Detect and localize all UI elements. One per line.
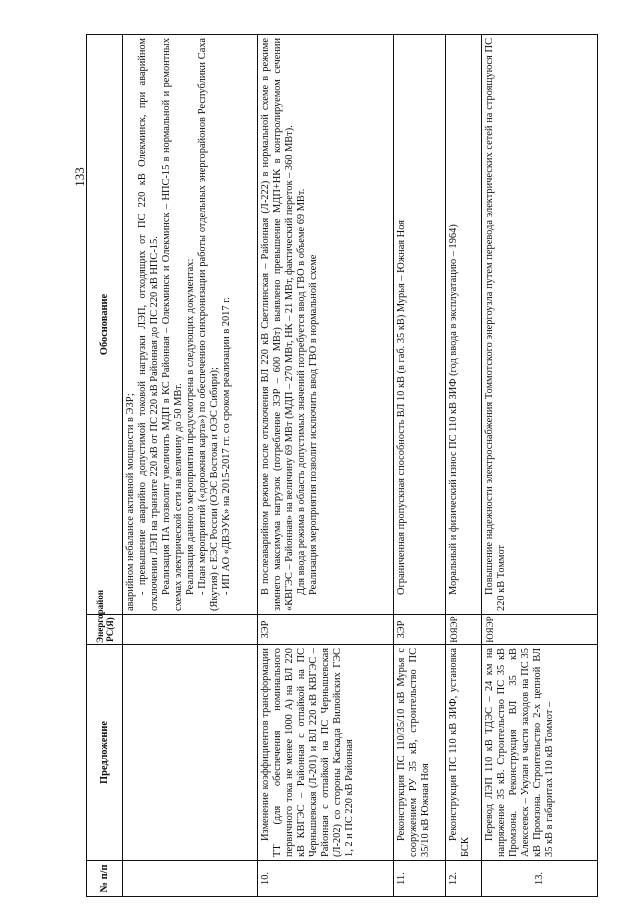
row-zone: ЮЯЭР	[482, 615, 598, 645]
row-zone: ЮЯЭР	[446, 615, 482, 645]
justification-line: аварийном небалансе активной мощности в ЭЗР;	[125, 393, 136, 611]
page-number: 133	[72, 167, 87, 187]
justification-line: В послеаварийном режиме после отключения ВЛ 220 кВ Светлинская – Районная (Л-222) в нормальной схеме в режиме зимнего максимума нагрузок (потребление ЗЭР – 600 МВт) выявлено превышение МДП+НК в контролируемом сечении «КВГЭС – Районная» на величину 69 МВт (МДП – 270 МВт, НК – 21 МВт, фактический переток – 360 МВт).	[260, 38, 295, 611]
table-row	[482, 35, 598, 897]
row-num: 10.	[258, 861, 394, 897]
row-justification	[482, 35, 598, 615]
justification-line: Ограниченная пропускная способность ВЛ 10 кВ (в габ. 35 кВ) Мурья – Южная Ноя	[396, 220, 407, 595]
row-proposal	[482, 645, 598, 861]
row-num: 12.	[446, 861, 482, 897]
table-row	[446, 35, 482, 897]
justification-line: - План мероприятий («дорожная карта») по обеспечению синхронизации работы отдельных энергорайонов Республики Саха (Якутия) с ЕЭС России (ОЭС Востока и ОЭС Сибири);	[197, 38, 220, 611]
proposal-text: Реконструкция ПС 110/35/10 кВ Мурья с сооружением РУ 35 кВ, строительство ПС 35/10 кВ Южная Ноя	[396, 648, 431, 857]
row-num: 13.	[482, 861, 598, 897]
row-justification	[394, 35, 446, 615]
row-proposal	[258, 645, 394, 861]
row-justification	[258, 35, 394, 615]
table-row	[123, 35, 258, 897]
proposal-text: Перевод ЛЭП 110 кВ ТДЭС – 24 км на напряжение 35 кВ. Строительство ПС 35 кВ Промзона. Реконструкция ВЛ 35 кВ Алексеевск – Укулан в части заходов на ПС 35 кВ Промзона. Строительство 2-х цепной ВЛ 35 кВ в габаритах 110 кВ Томмот –	[484, 648, 555, 857]
justification-line: Повышение надежности электроснабжения Томмотского энергоузла путем перевода электрических сетей на строящуюся ПС 220 кВ Томмот	[484, 38, 507, 611]
proposals-table	[86, 34, 598, 897]
justification-line: Реализация мероприятия позволит исключить ввод ГВО в нормальной схеме	[308, 254, 319, 595]
proposal-text: Реконструкция ПС 110 кВ ЗИФ, установка БСК	[448, 648, 471, 857]
proposal-text: Изменение коэффициентов трансформации ТТ (для обеспечения номинального первичного тока не менее 1000 А) на ВЛ 220 кВ КВГЭС – Районная с отпайкой на ПС Чернышевская (Л-201) и ВЛ 220 кВ КВГЭС – Районная с отпайкой на ПС Чернышевская (Л-202) со стороны Каскада Вилюйских ГЭС 1, 2 и ПС 220 кВ Районная	[260, 648, 355, 857]
row-zone: ЗЭР	[394, 615, 446, 645]
table-row	[394, 35, 446, 897]
justification-line: - превышение аварийно допустимой токовой нагрузки ЛЭП, отходящих от ПС 220 кВ Олекминск, при аварийном отключении ЛЭП на транзите 220 кВ от ПС 220 кВ Районная до ПС 220 кВ НПС-15.	[137, 38, 160, 611]
row-justification	[446, 35, 482, 615]
row-proposal	[123, 645, 258, 861]
header-zone: Энергорайон РС(Я)	[87, 615, 123, 645]
justification-line: Моральный и физический износ ПС 110 кВ ЗИФ (год ввода в эксплуатацию – 1964)	[448, 224, 459, 595]
header-num: № п/п	[87, 861, 123, 897]
header-justification: Обоснование	[87, 35, 123, 615]
header-proposal: Предложение	[87, 645, 123, 861]
justification-line: - ИП АО «ДВЭУК» на 2015-2017 гг. со сроком реализации в 2017 г.	[221, 297, 232, 595]
row-num: 11.	[394, 861, 446, 897]
row-num	[123, 861, 258, 897]
table-row	[258, 35, 394, 897]
justification-line: Реализация ПА позволит увеличить МДП в КС Районная – Олекминск и Олекминск – НПС-15 в нормальной и ремонтных схемах электрической сети на величину до 50 МВт.	[161, 38, 184, 611]
header-row	[87, 35, 123, 897]
row-proposal	[446, 645, 482, 861]
justification-line: Для ввода режима в область допустимых значений потребуется ввод ГВО в объеме 69 МВт.	[296, 188, 307, 595]
row-zone: ЗЭР	[258, 615, 394, 645]
justification-line: Реализация данного мероприятия предусмотрена в следующих документах:	[185, 258, 196, 595]
row-zone	[123, 615, 258, 645]
row-proposal	[394, 645, 446, 861]
row-justification	[123, 35, 258, 615]
